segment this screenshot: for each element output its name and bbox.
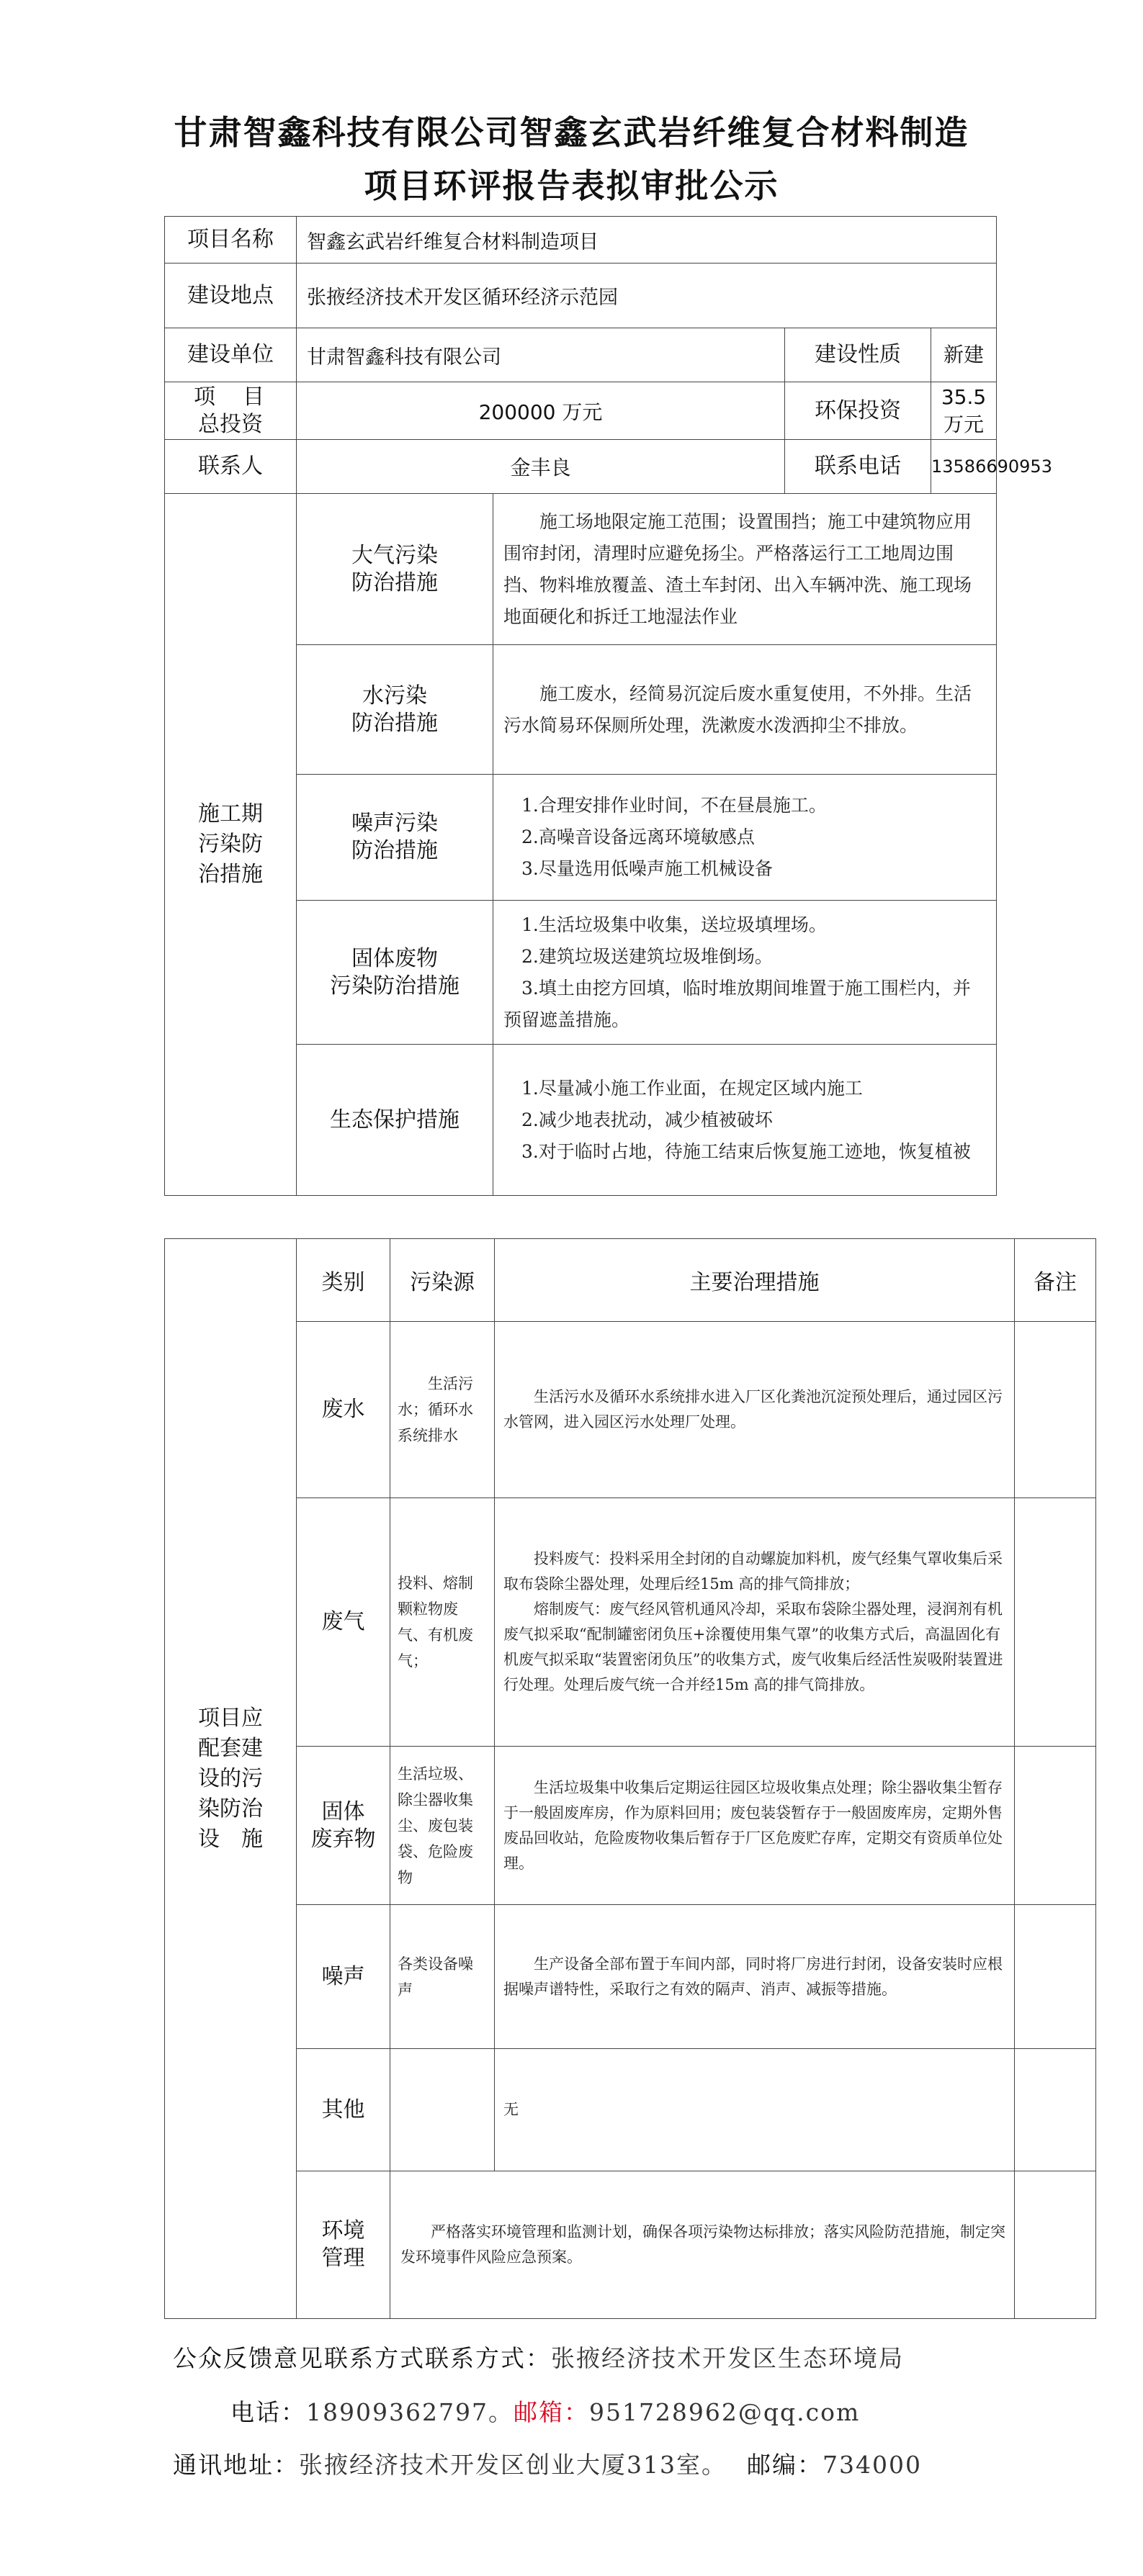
phone-label-footer: 电话： [230, 2398, 306, 2426]
investment-value: 200000 万元 [297, 382, 785, 440]
postcode-label-footer: 邮编： [747, 2451, 822, 2479]
water-text: 施工废水，经简易沉淀后废水重复使用，不外排。生活污水简易环保厕所处理，洗漱废水泼洒抑尘不排放。 [503, 683, 972, 736]
wastewater-note [1015, 1322, 1096, 1498]
operation-label-line3: 设的污 [198, 1765, 263, 1791]
col-header-source: 污染源 [390, 1239, 495, 1322]
noise-op-text: 生产设备全部布置于车间内部，同时将厂房进行封闭，设备安装时应根据噪声谱特性，采取行之有效的隔声、消声、减振等措施。 [503, 1955, 1003, 1998]
noise-item-3: 3.尽量选用低噪声施工机械设备 [521, 858, 773, 879]
operation-label-line5: 设 施 [198, 1826, 263, 1852]
mgmt-label-line1: 环境 [321, 2218, 365, 2243]
solid-waste-op-measures [495, 1747, 1015, 1905]
solid-op-text: 生活垃圾集中收集后定期运往园区垃圾收集点处理；除尘器收集尘暂存于一般固废库房，作为原料回用；废包装袋暂存于一般固废库房，定期外售废品回收站，危险废物收集后暂存于厂区危废贮存库，定期交有资质单位处理。 [503, 1778, 1003, 1872]
noise-item-2: 2.高噪音设备远离环境敏感点 [521, 827, 755, 847]
env-mgmt-label [297, 2171, 390, 2319]
solid-item-2: 2.建筑垃圾送建筑垃圾堆倒场。 [521, 945, 773, 967]
waste-gas-note [1015, 1498, 1096, 1747]
waste-gas-measures [495, 1498, 1015, 1747]
wastewater-source: 生活污水；循环水系统排水 [390, 1322, 495, 1498]
eco-protection-label: 生态保护措施 [297, 1045, 493, 1196]
noise-op-label: 噪声 [297, 1905, 390, 2049]
waste-gas-text-2: 熔制废气：废气经风管机通风冷却，采取布袋除尘器处理，浸润剂有机废气拟采取“配制罐密闭负压+涂覆使用集气罩”的收集方式后，高温固化有机废气拟采取“装置密闭负压”的收集方式，废气收集后经活性炭吸附装置进行处理。处理后废气统一合并经15m 高的排气筒排放。 [503, 1600, 1003, 1693]
construction-label-line2: 污染防 [198, 832, 263, 857]
feedback-phone-email-line [230, 2394, 860, 2428]
solid-item-1: 1.生活垃圾集中收集，送垃圾填埋场。 [521, 914, 827, 935]
water-label-line2: 防治措施 [351, 710, 438, 736]
mgmt-label-line2: 管理 [321, 2246, 365, 2271]
noise-op-note [1015, 1905, 1096, 2049]
water-label-line1: 水污染 [362, 683, 427, 708]
address-label-footer: 通讯地址： [173, 2451, 299, 2479]
other-label: 其他 [297, 2049, 390, 2171]
phone-label: 联系电话 [785, 440, 931, 494]
email-value-footer: 951728962@qq.com [588, 2398, 861, 2426]
solid-label-line2: 污染防治措施 [330, 973, 460, 999]
air-pollution-label [297, 494, 493, 645]
construction-section-label [165, 494, 297, 1196]
col-header-measure: 主要治理措施 [495, 1239, 1015, 1322]
waste-gas-label: 废气 [297, 1498, 390, 1747]
col-header-type: 类别 [297, 1239, 390, 1322]
phone-value-footer: 18909362797。 [306, 2398, 514, 2426]
construction-label-line3: 治措施 [198, 862, 263, 887]
feedback-contact-line [173, 2340, 904, 2374]
noise-op-measures [495, 1905, 1015, 2049]
noise-label-line1: 噪声污染 [351, 811, 438, 836]
eco-item-1: 1.尽量减小施工作业面，在规定区域内施工 [521, 1077, 863, 1099]
project-info-table [164, 216, 1052, 1196]
solid-item-3: 3.填土由挖方回填，临时堆放期间堆置于施工围栏内，并预留遮盖措施。 [503, 977, 971, 1030]
location-value: 张掖经济技术开发区循环经济示范园 [297, 264, 997, 328]
investment-label [165, 382, 297, 440]
air-pollution-measures [493, 494, 997, 645]
postcode-value-footer: 734000 [822, 2451, 922, 2479]
operation-label-line2: 配套建 [198, 1735, 263, 1761]
feedback-label: 公众反馈意见联系方式联系方式： [173, 2344, 551, 2372]
noise-pollution-measures [493, 775, 997, 901]
project-name-value: 智鑫玄武岩纤维复合材料制造项目 [297, 217, 997, 264]
other-text: 无 [503, 2101, 519, 2118]
solid-waste-op-label [297, 1747, 390, 1905]
mgmt-text: 严格落实环境管理和监测计划，确保各项污染物达标排放；落实风险防范措施，制定突发环境事件风险应急预案。 [400, 2223, 1005, 2266]
env-investment-label: 环保投资 [785, 382, 931, 440]
construction-label-line1: 施工期 [198, 801, 263, 827]
investment-label-line1: 项 目 [194, 384, 267, 410]
wastewater-label: 废水 [297, 1322, 390, 1498]
other-note [1015, 2049, 1096, 2171]
address-value-footer: 张掖经济技术开发区创业大厦313室。 [299, 2451, 727, 2479]
wastewater-measures [495, 1322, 1015, 1498]
solid-op-label-line2: 废弃物 [310, 1826, 376, 1852]
eco-protection-measures [493, 1045, 997, 1196]
water-pollution-label [297, 645, 493, 775]
nature-label: 建设性质 [785, 328, 931, 382]
env-investment-value: 35.5 万元 [931, 382, 997, 440]
other-measures [495, 2049, 1015, 2171]
wastewater-text: 生活污水及循环水系统排水进入厂区化粪池沉淀预处理后，通过园区污水管网，进入园区污水处理厂处理。 [503, 1388, 1003, 1431]
page-title-line1: 甘肃智鑫科技有限公司智鑫玄武岩纤维复合材料制造 [174, 113, 969, 152]
eco-item-2: 2.减少地表扰动，减少植被破坏 [521, 1109, 773, 1130]
phone-value: 13586690953 [931, 440, 997, 494]
operation-section-label [165, 1239, 297, 2319]
project-name-label: 项目名称 [165, 217, 297, 264]
solid-op-label-line1: 固体 [321, 1798, 365, 1824]
noise-op-source: 各类设备噪声 [390, 1905, 495, 2049]
env-mgmt-note [1015, 2171, 1096, 2319]
feedback-agency: 张掖经济技术开发区生态环境局 [551, 2344, 904, 2372]
operation-label-line4: 染防治 [198, 1796, 263, 1821]
other-source [390, 2049, 495, 2171]
investment-label-line2: 总投资 [198, 411, 263, 437]
env-mgmt-measures [390, 2171, 1015, 2319]
noise-label-line2: 防治措施 [351, 838, 438, 863]
contact-value: 金丰良 [297, 440, 785, 494]
air-label-line2: 防治措施 [351, 569, 438, 595]
page-title-line2: 项目环评报告表拟审批公示 [364, 166, 779, 205]
col-header-note: 备注 [1015, 1239, 1096, 1322]
solid-waste-label [297, 901, 493, 1045]
noise-pollution-label [297, 775, 493, 901]
builder-label: 建设单位 [165, 328, 297, 382]
solid-waste-op-source: 生活垃圾、除尘器收集尘、废包装袋、危险废物 [390, 1747, 495, 1905]
email-label-footer: 邮箱： [513, 2398, 589, 2426]
solid-waste-op-note [1015, 1747, 1096, 1905]
solid-waste-measures [493, 901, 997, 1045]
pollution-facilities-table [164, 1238, 1096, 2319]
feedback-address-line [173, 2446, 922, 2480]
nature-value: 新建 [931, 328, 997, 382]
waste-gas-source: 投料、熔制颗粒物废气、有机废气； [390, 1498, 495, 1747]
builder-value: 甘肃智鑫科技有限公司 [297, 328, 785, 382]
solid-label-line1: 固体废物 [351, 945, 438, 971]
operation-label-line1: 项目应 [198, 1705, 263, 1731]
noise-item-1: 1.合理安排作业时间，不在昼晨施工。 [521, 795, 827, 816]
waste-gas-text-1: 投料废气：投料采用全封闭的自动螺旋加料机，废气经集气罩收集后采取布袋除尘器处理，处理后经15m 高的排气筒排放； [503, 1550, 1003, 1593]
air-text: 施工场地限定施工范围；设置围挡；施工中建筑物应用围帘封闭，清理时应避免扬尘。严格落运行工工地周边围挡、物料堆放覆盖、渣土车封闭、出入车辆冲洗、施工现场地面硬化和拆迁工地湿法作业 [503, 510, 972, 627]
water-pollution-measures [493, 645, 997, 775]
eco-item-3: 3.对于临时占地，待施工结束后恢复施工迹地，恢复植被 [521, 1140, 971, 1162]
location-label: 建设地点 [165, 264, 297, 328]
contact-label: 联系人 [165, 440, 297, 494]
air-label-line1: 大气污染 [351, 542, 438, 568]
